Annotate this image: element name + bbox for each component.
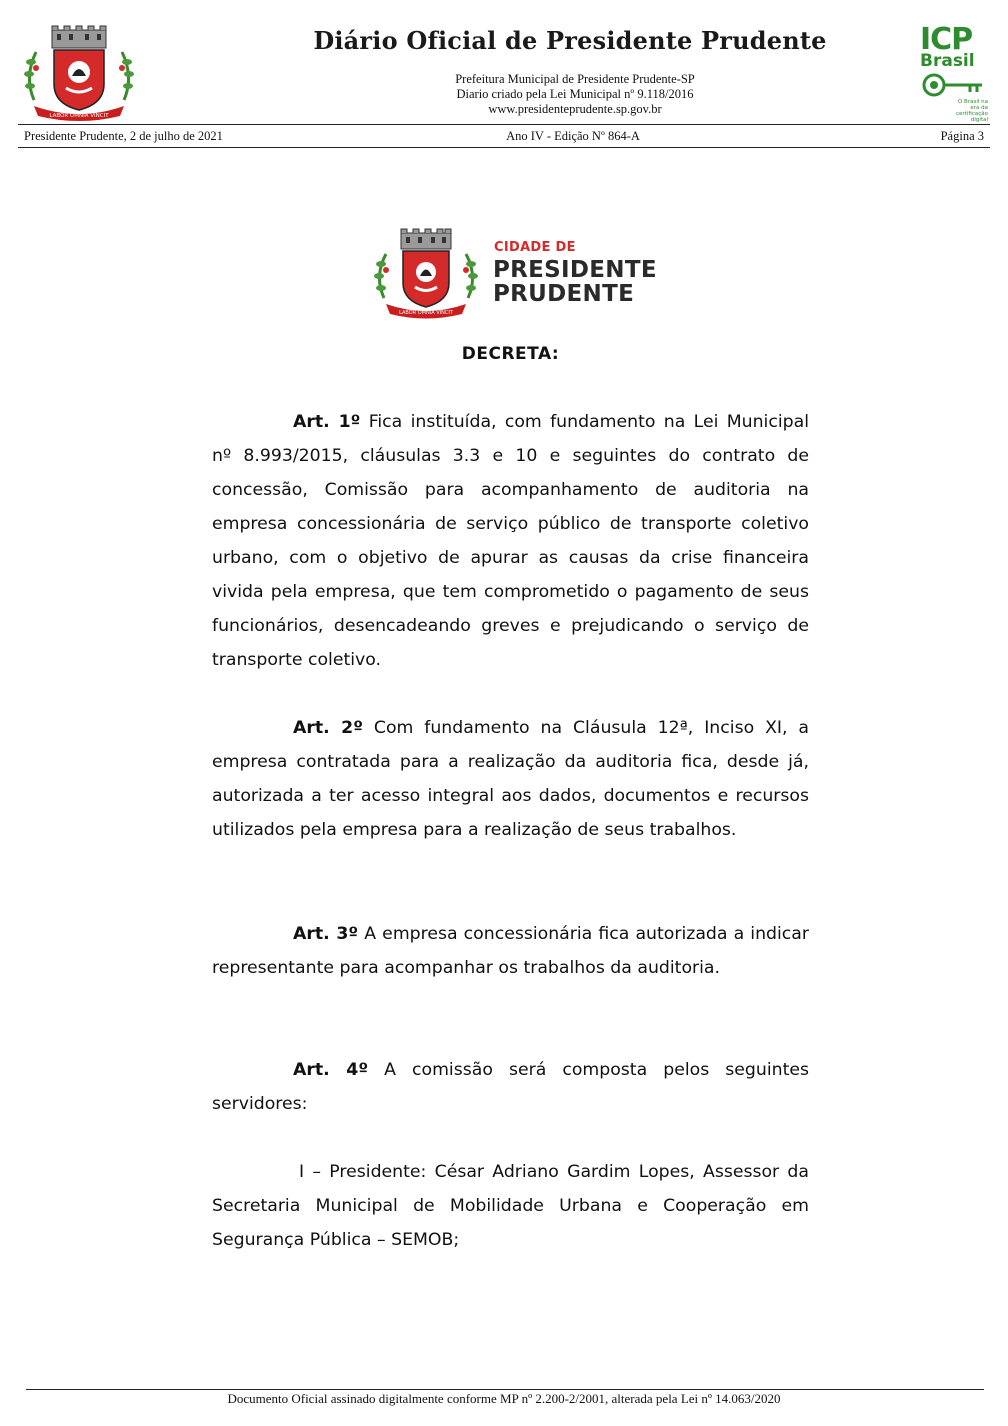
article-label: Art. 3º: [293, 924, 359, 944]
article-text: Com fundamento na Cláusula 12ª, Inciso XI, a empresa contratada para a realização da auditoria fica, desde já, autorizada a ter acesso integral aos dados, documentos e recursos utilizados pela empresa para a realização de seus trabalhos.: [212, 718, 810, 840]
decree-heading: DECRETA:: [461, 344, 560, 364]
footer-divider: [26, 1389, 984, 1390]
header-divider-top: [18, 124, 990, 125]
article-3: [212, 917, 809, 985]
edition-number: Ano IV - Edição Nº 864-A: [506, 129, 640, 143]
city-crest-motto: LABOR OMNIA VINCIT: [399, 310, 453, 316]
key-icon: [920, 72, 986, 102]
article-4: [212, 1053, 809, 1121]
city-logo-label: CIDADE DE: [494, 240, 576, 255]
article-label: Art. 4º: [293, 1060, 369, 1080]
article-1: [212, 405, 809, 677]
gazette-subtitle-law: Diario criado pela Lei Municipal nº 9.118/2016: [456, 87, 694, 101]
gazette-subtitle-prefeitura: Prefeitura Municipal de Presidente Prudente-SP: [455, 72, 695, 86]
gazette-title: Diário Oficial de Presidente Prudente: [313, 26, 827, 55]
gazette-website: www.presidenteprudente.sp.gov.br: [488, 102, 662, 116]
crest-motto: LABOR OMNIA VINCIT: [49, 113, 109, 119]
article-text: Fica instituída, com fundamento na Lei Municipal nº 8.993/2015, cláusulas 3.3 e 10 e seguintes do contrato de concessão, Comissão para acompanhamento de auditoria na empresa concessionária de serviço público de transporte coletivo urbano, com o objetivo de apurar as causas da crise financeira vivida pela empresa, que tem comprometido o pagamento de seus funcionários, desencadeando greves e prejudicando o serviço de transporte coletivo.: [212, 412, 809, 670]
icp-brasil-logo: [920, 22, 990, 123]
article-label: Art. 1º: [293, 412, 361, 432]
article-label: Art. 2º: [293, 718, 363, 738]
header-divider-bottom: [18, 147, 990, 148]
municipal-crest: [22, 22, 136, 122]
icp-logo-line1: ICP: [920, 22, 973, 57]
city-logo-name-line2: PRUDENTE: [493, 281, 635, 307]
article-text: A comissão será composta pelos seguintes servidores:: [212, 1060, 809, 1114]
publication-date: Presidente Prudente, 2 de julho de 2021: [24, 129, 223, 143]
icp-tagline: O Brasil na era da certificação digital: [956, 99, 988, 123]
article-2: [212, 711, 809, 847]
article-text: A empresa concessionária fica autorizada a indicar representante para acompanhar os trabalhos da auditoria.: [212, 924, 810, 978]
city-crest: [374, 226, 478, 322]
footer-signature-note: Documento Oficial assinado digitalmente conforme MP nº 2.200-2/2001, alterada pela Lei nº 14.063/2020: [227, 1391, 781, 1406]
icp-logo-line2: Brasil: [920, 51, 975, 71]
page-number: Página 3: [940, 129, 984, 143]
commission-item-1: I – Presidente: César Adriano Gardim Lopes, Assessor da Secretaria Municipal de Mobilidade Urbana e Cooperação em Segurança Pública – SEMOB;: [212, 1162, 809, 1250]
city-logo-name-line1: PRESIDENTE: [493, 257, 657, 283]
